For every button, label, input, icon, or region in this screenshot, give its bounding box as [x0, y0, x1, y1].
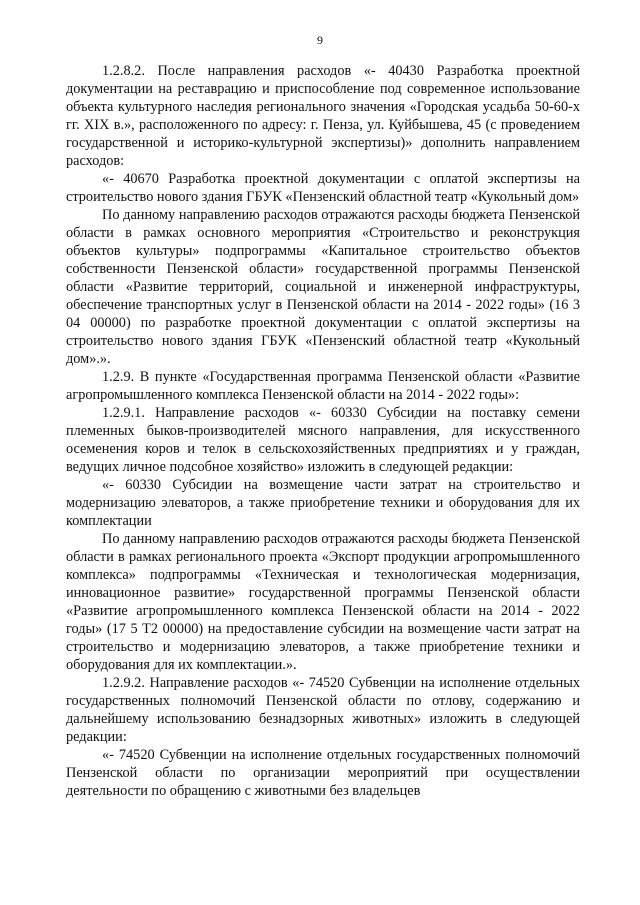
paragraph: 1.2.9. В пункте «Государственная программа Пензенской области «Развитие агропромышленного комплекса Пензенской области на 2014 - 2022 годы»:: [66, 369, 580, 403]
paragraph: «- 60330 Субсидии на возмещение части затрат на строительство и модернизацию элеваторов, а также приобретение техники и оборудования для их комплектации: [66, 477, 580, 529]
paragraph: «- 74520 Субвенции на исполнение отдельных государственных полномочий Пензенской области по организации мероприятий при осуществлении деятельности по обращению с животными без владельцев: [66, 747, 580, 799]
paragraph: 1.2.9.1. Направление расходов «- 60330 Субсидии на поставку семени племенных быков-производителей мясного направления, для искусственного осеменения коров и телок в сельскохозяйственных предприятиях и у граждан, ведущих личное подсобное хозяйство» изложить в следующей редакции:: [66, 405, 580, 475]
document-body: [66, 62, 580, 800]
paragraph: 1.2.9.2. Направление расходов «- 74520 Субвенции на исполнение отдельных государственных полномочий Пензенской области по отлову, содержанию и дальнейшему использованию безнадзорных животных» изложить в следующей редакции:: [66, 675, 580, 745]
paragraph: По данному направлению расходов отражаются расходы бюджета Пензенской области в рамках основного мероприятия «Строительство и реконструкция объектов культуры» подпрограммы «Капитальное строительство объектов собственности Пензенской области» государственной программы Пензенской области «Развитие территорий, социальной и инженерной инфраструктуры, обеспечение транспортных услуг в Пензенской области на 2014 - 2022 годы» (16 3 04 00000) по разработке проектной документации с оплатой экспертизы на строительство нового здания ГБУК «Пензенский областной театр «Кукольный дом».».: [66, 207, 580, 367]
page-number: 9: [317, 33, 323, 47]
paragraph: По данному направлению расходов отражаются расходы бюджета Пензенской области в рамках регионального проекта «Экспорт продукции агропромышленного комплекса» подпрограммы «Техническая и технологическая модернизация, инновационное развитие» государственной программы Пензенской области «Развитие агропромышленного комплекса Пензенской области на 2014 - 2022 годы» (17 5 Т2 00000) на предоставление субсидии на возмещение части затрат на строительство и модернизацию элеваторов, а также приобретение техники и оборудования для их комплектации.».: [66, 531, 580, 673]
paragraph: «- 40670 Разработка проектной документации с оплатой экспертизы на строительство нового здания ГБУК «Пензенский областной театр «Кукольный дом»: [66, 171, 580, 205]
paragraph: 1.2.8.2. После направления расходов «- 40430 Разработка проектной документации на реставрацию и приспособление под современное использование объекта культурного наследия регионального значения «Городская усадьба 50-60-х гг. XIX в.», расположенного по адресу: г. Пенза, ул. Куйбышева, 45 (с проведением государственной и историко-культурной экспертизы)» дополнить направлением расходов:: [66, 63, 580, 169]
